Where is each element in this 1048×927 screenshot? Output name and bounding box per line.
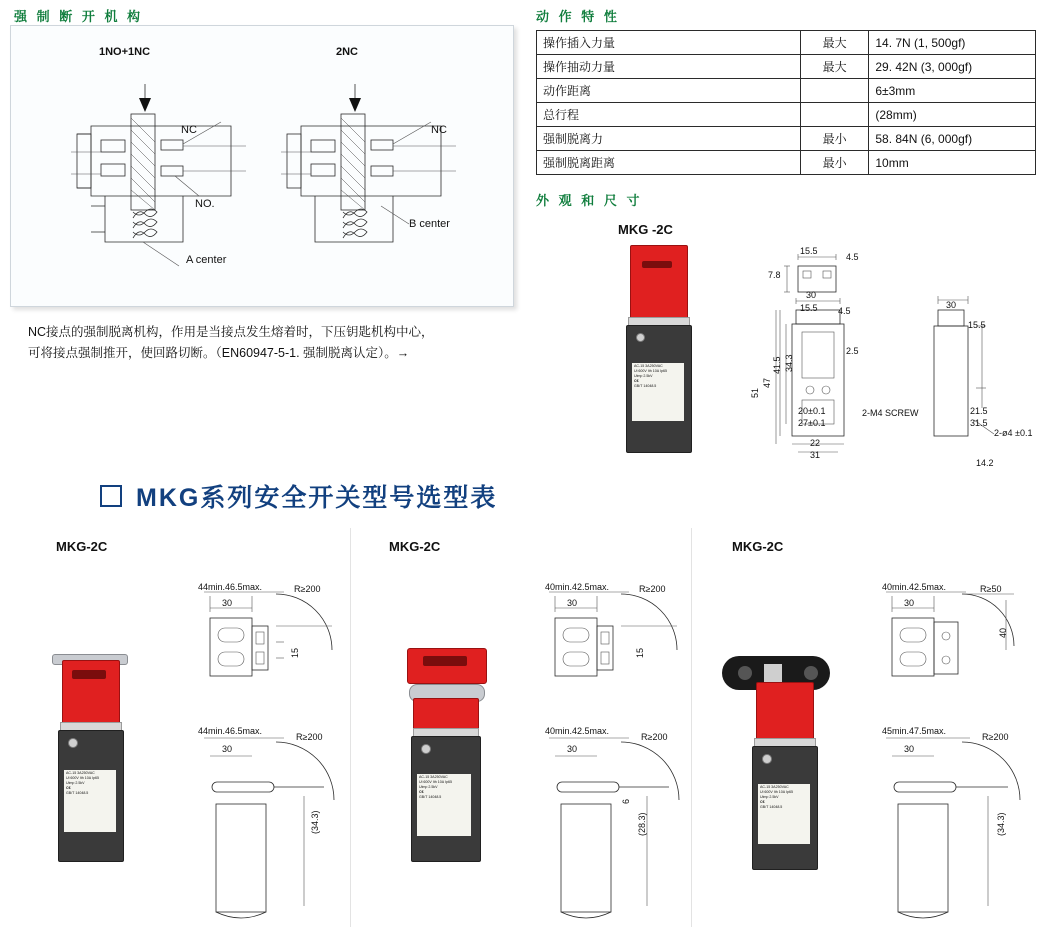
dim-label: 30: [567, 598, 578, 608]
dim-label: R≥50: [980, 584, 1002, 594]
diagram-annotation-a-center: A center: [186, 254, 227, 266]
row-name: 动作距离: [537, 79, 801, 103]
diagram-annotation-b-center: B center: [409, 218, 450, 230]
row-name: 总行程: [537, 103, 801, 127]
dimension-labels-col1: [184, 582, 344, 926]
column-caption: MKG-2C: [732, 539, 784, 554]
dim-30-b: 30: [946, 300, 957, 310]
dimension-labels-col2: [529, 582, 689, 926]
diagram-label-left: 1NO+1NC: [99, 46, 151, 58]
row-value: 10mm: [869, 151, 1036, 175]
row-value: 6±3mm: [869, 79, 1036, 103]
dim-15-5-b: 15.5: [800, 303, 818, 313]
forced-disconnect-diagram: [10, 25, 514, 307]
row-value: (28mm): [869, 103, 1036, 127]
product-image-col2: AC-15 3A250VAC Ui 600V Ith 10A Ip65 Uimp 2.5kV C€ GB/T 14048.5: [399, 626, 495, 864]
dim-label: 6: [621, 798, 631, 804]
dim-22: 22: [810, 438, 821, 448]
dim-label: (34.3): [996, 812, 1006, 836]
forced-disconnect-note: [28, 322, 508, 364]
note-line-2: 可将接点强制推开，使回路切断。（EN60947-5-1. 强制脱离认定）。→: [28, 346, 410, 360]
dim-label: R≥200: [296, 732, 323, 742]
product-image-col1: AC-15 3A250VAC Ui 600V Ith 10A Ip65 Uimp 2.5kV C€ GB/T 14048.5: [46, 632, 132, 862]
product-image-mkg-2c: AC-15 3A250VAC Ui 600V Ith 10A Ip65 Uimp 2.5kV C€ GB/T 14048.5: [612, 245, 702, 460]
dim-41-5: 41.5: [772, 356, 782, 374]
dim-label: 30: [567, 744, 578, 754]
dim-label: 44min.46.5max.: [198, 726, 263, 736]
dim-label: 45min.47.5max.: [882, 726, 947, 736]
dim-label: 40min.42.5max.: [882, 582, 947, 592]
column-caption: MKG-2C: [56, 539, 108, 554]
note-line-1: NC接点的强制脱离机构，作用是当接点发生熔着时，下压钥匙机构中心，: [28, 325, 434, 339]
table-row: [537, 103, 1036, 127]
row-limit: [800, 79, 869, 103]
forced-disconnect-title: 强 制 断 开 机 构: [14, 9, 144, 24]
dim-27-tol: 27±0.1: [798, 418, 826, 428]
dim-31-5: 31.5: [970, 418, 988, 428]
table-row: [537, 151, 1036, 175]
appearance-dimensions-title: 外 观 和 尺 寸: [536, 193, 643, 208]
model-table-heading: [100, 478, 497, 514]
diagram-label-right: 2NC: [336, 46, 359, 58]
dim-31: 31: [810, 450, 821, 460]
diagram-annotation-no: NO.: [195, 198, 215, 210]
dim-label: 44min.46.5max.: [198, 582, 263, 592]
row-limit: [800, 103, 869, 127]
model-column-2: [350, 528, 692, 927]
row-name: 强制脱离力: [537, 127, 801, 151]
dimensions-model-caption: MKG -2C: [618, 222, 673, 237]
dim-label: 15: [635, 647, 645, 658]
dim-2-5: 2.5: [846, 346, 859, 356]
dim-15-5-a: 15.5: [800, 246, 818, 256]
dim-label: (28.3): [637, 812, 647, 836]
row-limit: 最小: [800, 127, 869, 151]
row-name: 操作插入力量: [537, 31, 801, 55]
dimension-labels-col3: [866, 582, 1032, 926]
dim-7-8: 7.8: [768, 270, 781, 280]
dim-21-5: 21.5: [970, 406, 988, 416]
dim-label: 30: [222, 744, 233, 754]
dim-label: R≥200: [641, 732, 668, 742]
dim-30-a: 30: [806, 290, 817, 300]
dim-label: (34.3): [310, 810, 320, 834]
row-name: 操作抽动力量: [537, 55, 801, 79]
dim-2-m4-screw: 2-M4 SCREW: [862, 408, 919, 418]
dim-label: 40min.42.5max.: [545, 726, 610, 736]
dimension-drawings: [770, 248, 1036, 478]
row-limit: 最大: [800, 55, 869, 79]
dim-label: R≥200: [982, 732, 1009, 742]
model-column-1: [8, 528, 348, 927]
dim-4-5-a: 4.5: [846, 252, 859, 262]
table-row: [537, 31, 1036, 55]
column-caption: MKG-2C: [389, 539, 441, 554]
product-image-col3: AC-15 3A250VAC Ui 600V Ith 10A Ip65 Uimp 2.5kV C€ GB/T 14048.5: [722, 638, 842, 868]
dim-15-5-c: 15.5: [968, 320, 986, 330]
dim-label: R≥200: [294, 584, 321, 594]
dim-label: 30: [904, 744, 915, 754]
row-value: 29. 42N (3, 000gf): [869, 55, 1036, 79]
row-limit: 最大: [800, 31, 869, 55]
dim-label: 40: [998, 627, 1008, 638]
dim-4-5-b: 4.5: [838, 306, 851, 316]
dim-2-o4: 2-ø4 ±0.1: [994, 428, 1033, 438]
row-value: 58. 84N (6, 000gf): [869, 127, 1036, 151]
dim-14-2: 14.2: [976, 458, 994, 468]
dim-20-tol: 20±0.1: [798, 406, 826, 416]
table-row: [537, 79, 1036, 103]
dim-label: 15: [290, 647, 300, 658]
dim-label: 30: [222, 598, 233, 608]
diagram-annotation-nc-left: NC: [181, 124, 197, 136]
dim-34-3: 34.3: [784, 354, 794, 372]
row-value: 14. 7N (1, 500gf): [869, 31, 1036, 55]
action-characteristics-table: [536, 30, 1036, 175]
dim-label: R≥200: [639, 584, 666, 594]
square-bullet-icon: [100, 485, 122, 507]
table-row: [537, 127, 1036, 151]
row-limit: 最小: [800, 151, 869, 175]
table-row: [537, 55, 1036, 79]
row-name: 强制脱离距离: [537, 151, 801, 175]
dim-label: 40min.42.5max.: [545, 582, 610, 592]
model-table-heading-text: MKG系列安全开关型号选型表: [136, 484, 498, 512]
dim-label: 30: [904, 598, 915, 608]
action-characteristics-title: 动 作 特 性: [536, 9, 620, 24]
model-column-3: [692, 528, 1032, 927]
dim-47: 47: [762, 377, 772, 388]
dim-51: 51: [750, 387, 760, 398]
diagram-annotation-nc-right: NC: [431, 124, 447, 136]
